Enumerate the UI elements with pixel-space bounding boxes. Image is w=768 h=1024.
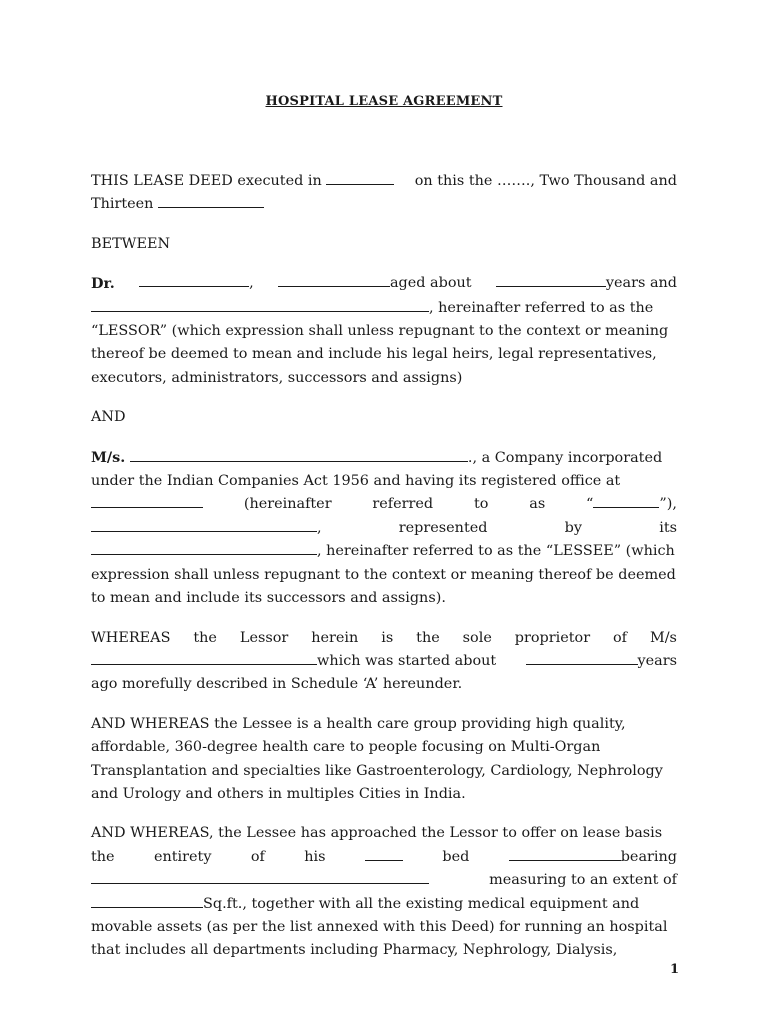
blank-lessor-name (139, 272, 249, 287)
document-title: HOSPITAL LEASE AGREEMENT (265, 94, 503, 109)
blank-company-name (130, 447, 468, 462)
blank-registered-office (91, 493, 203, 508)
paragraph-lessee: M/s. ., a Company incorporated under the Indian Companies Act 1956 and having its registered office at (hereinafter referred to as “ ”), , represented by its , hereinafter referred to as the “LESSEE” (which expression shall unless repugnant to the context or meaning thereof be deemed to mean and include its successors and assigns). (91, 448, 677, 607)
blank-representative (91, 540, 317, 555)
page-number: 1 (670, 962, 680, 977)
blank-bed-count (365, 846, 403, 861)
document-body (91, 170, 680, 979)
blank-year (158, 193, 264, 208)
paragraph-lessor: Dr. , aged about years and , hereinafter referred to as the “LESSOR” (which expression shall unless repugnant to the context or meaning thereof be deemed to mean and include his legal heirs, legal representatives, executors, administrators, successors and assigns) (91, 272, 677, 390)
paragraph-whereas-1: WHEREAS the Lessor herein is the sole proprietor of M/s which was started about years ago morefully described in Schedule ‘A’ hereunder. (91, 629, 677, 693)
between-heading: BETWEEN (91, 235, 171, 252)
blank-bearing (509, 846, 621, 861)
blank-property-address (91, 869, 429, 884)
blank-address-line (91, 517, 317, 532)
blank-lessor-relation (278, 272, 390, 287)
paragraph-preamble: THIS LEASE DEED executed in on this the ……., Two Thousand and Thirteen (91, 170, 677, 217)
paragraph-whereas-2: AND WHEREAS the Lessee is a health care group providing high quality, affordable, 360-degree health care to people focusing on Multi-Organ Transplantation and specialties like Gastroenterology, Cardiology, Nephrology and Urology and others in multiples Cities in India. (91, 715, 663, 802)
blank-place (326, 170, 394, 185)
blank-hospital-name (91, 650, 317, 665)
and-heading: AND (91, 409, 126, 426)
blank-short-name (593, 493, 659, 508)
blank-lessor-address (91, 297, 429, 312)
blank-years-started (526, 650, 638, 665)
blank-sqft (91, 893, 203, 908)
paragraph-whereas-3: AND WHEREAS, the Lessee has approached the Lessor to offer on lease basis the entirety of his bed bearing measuring to an extent of Sq.ft., together with all the existing medical equipment and movable assets (as per the list annexed with this Deed) for running an hospital that includes all departments including Pharmacy, Nephrology, Dialysis, (91, 825, 677, 959)
blank-lessor-age (496, 272, 606, 287)
